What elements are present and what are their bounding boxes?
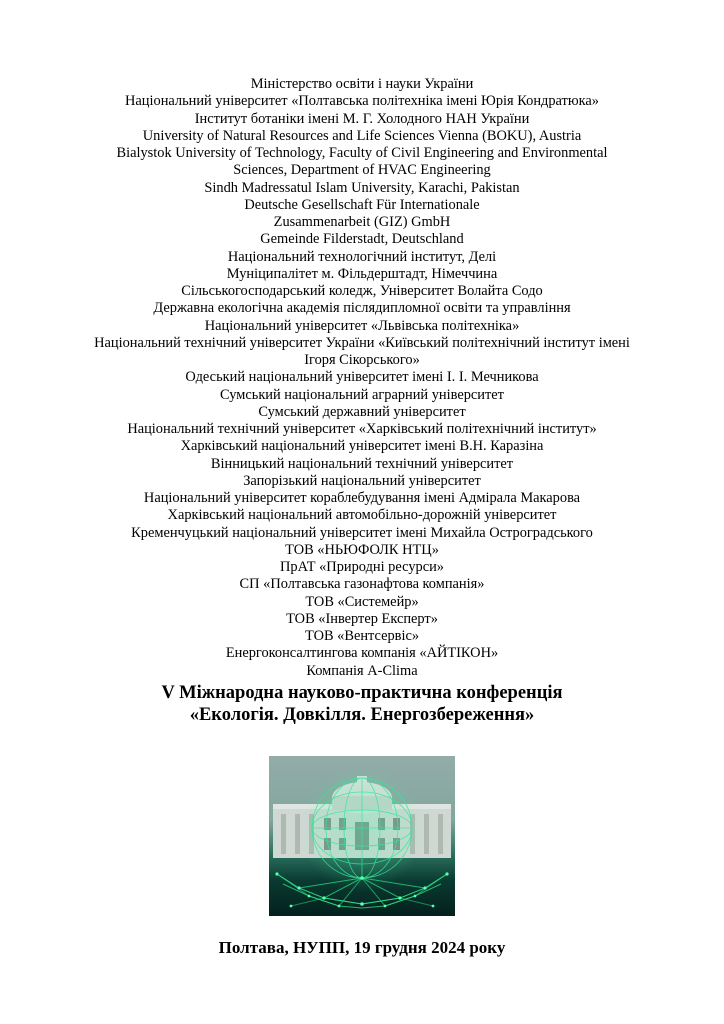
event-location-date: Полтава, НУПП, 19 грудня 2024 року <box>218 937 506 957</box>
organizer-line: Одеський національний університет імені І. І. Мечникова <box>185 369 539 386</box>
organizer-line: Міністерство освіти і науки України <box>250 76 474 92</box>
organizer-line: Національний технологічний інститут, Делі <box>227 248 497 265</box>
organizer-line: ПрАТ «Природні ресурси» <box>280 559 444 575</box>
organizer-line: ТОВ «НЬЮФОЛК НТЦ» <box>285 541 439 558</box>
organizer-line: Муніципалітет м. Фільдерштадт, Німеччина <box>226 265 498 282</box>
organizer-line: Вінницький національний технічний університет <box>210 455 514 472</box>
organizer-line: Gemeinde Filderstadt, Deutschland <box>260 231 464 248</box>
organizer-line: Сумський національний аграрний університет <box>220 386 504 403</box>
organizer-line: Харківський національний університет імені В.Н. Каразіна <box>180 438 544 455</box>
organizer-line: Sciences, Department of HVAC Engineering <box>233 162 491 179</box>
organizer-line: Zusammenarbeit (GIZ) GmbH <box>273 214 451 230</box>
organizer-line: Національний університет «Львівська політехніка» <box>204 317 520 334</box>
organizer-line: Deutsche Gesellschaft Für Internationale <box>244 196 480 213</box>
organizer-line: Ігоря Сікорського» <box>304 352 420 368</box>
organizer-line: СП «Полтавська газонафтова компанія» <box>239 576 485 593</box>
conference-title-line2: «Екологія. Довкілля. Енергозбереження» <box>189 704 535 725</box>
organizer-line: Сільськогосподарський коледж, Університет Волайта Содо <box>181 283 543 299</box>
conference-title-line1: V Міжнародна науково-практична конференція <box>161 682 563 703</box>
organizer-line: University of Natural Resources and Life Sciences Vienna (BOKU), Austria <box>142 127 582 144</box>
organizer-line: Національний технічний університет «Харківський політехнічний інститут» <box>127 421 597 437</box>
organizer-line: Національний університет кораблебудування імені Адмірала Макарова <box>143 490 581 506</box>
conference-title <box>0 682 724 726</box>
organizer-line: ТОВ «Вентсервіс» <box>304 628 420 644</box>
organizer-line: Національний технічний університет України «Київський політехнічний інститут імені <box>94 334 630 351</box>
organizer-line: Сумський державний університет <box>258 403 466 420</box>
organizer-line: Інститут ботаніки імені М. Г. Холодного НАН України <box>194 110 530 127</box>
organizer-line: Sindh Madressatul Islam University, Karachi, Pakistan <box>204 179 520 196</box>
organizer-line: Державна екологічна академія післядипломної освіти та управління <box>153 300 571 317</box>
organizer-line: Кременчуцький національний університет імені Михайла Остроградського <box>131 524 593 541</box>
organizer-line: Компанія A-Clima <box>306 662 418 679</box>
organizer-line: ТОВ «Системейр» <box>305 593 419 610</box>
organizer-line: Bialystok University of Technology, Faculty of Civil Engineering and Environmental <box>116 145 608 161</box>
organizer-line: Національний університет «Полтавська політехніка імені Юрія Кондратюка» <box>125 93 599 110</box>
building-with-green-network-globe-image <box>269 756 455 916</box>
organizer-line: Енергоконсалтингова компанія «АЙТІКОН» <box>225 645 499 662</box>
organizer-line: ТОВ «Інвертер Експерт» <box>286 610 438 627</box>
organizer-line: Харківський національний автомобільно-дорожній університет <box>167 507 557 524</box>
organizer-line: Запорізький національний університет <box>243 472 481 489</box>
